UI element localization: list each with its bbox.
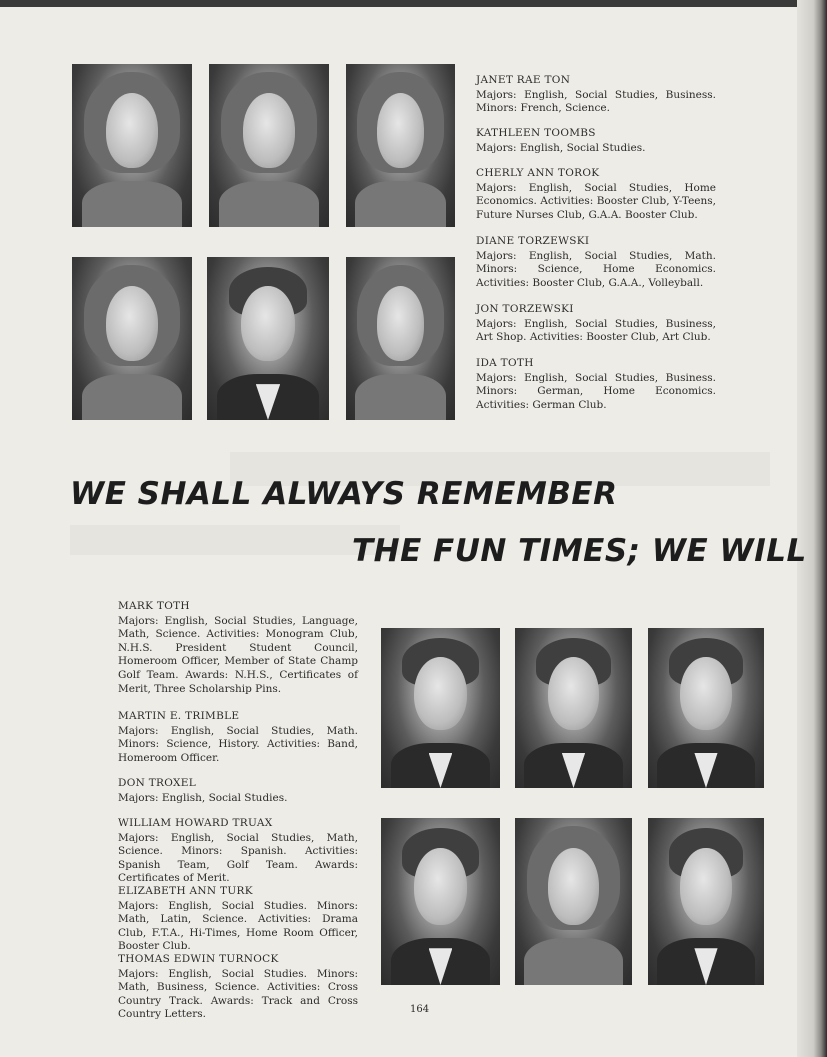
portrait-photo [381, 628, 500, 788]
page-binding-edge [797, 0, 827, 1057]
student-entry [118, 600, 358, 696]
portrait-photo [515, 628, 632, 788]
portrait-photo [72, 64, 192, 227]
portrait-photo [648, 818, 764, 985]
student-name: MARK TOTH [118, 600, 190, 612]
portrait-photo [207, 257, 329, 420]
student-entry [476, 303, 716, 345]
page-top-edge [0, 0, 827, 7]
student-details: Majors: English, Social Studies. [476, 141, 646, 154]
page-number: 164 [410, 1004, 430, 1015]
headline-line-1: WE SHALL ALWAYS REMEMBER [70, 476, 618, 512]
student-name: DIANE TORZEWSKI [476, 235, 590, 247]
headline-line-2: THE FUN TIMES; WE WILL [352, 533, 807, 569]
student-entry [118, 885, 358, 954]
student-name: JANET RAE TON [476, 74, 571, 86]
portrait-photo [648, 628, 764, 788]
student-entry [118, 817, 358, 886]
portrait-photo [209, 64, 329, 227]
bleed-through-shadow [70, 525, 400, 555]
student-details: Majors: English, Social Studies. Minors: Math, Latin, Science. Activities: Drama Club, F.T.A., Hi-Times, Home Room Officer, Booster Club. [118, 899, 358, 953]
student-entry [476, 127, 716, 155]
student-name: KATHLEEN TOOMBS [476, 127, 596, 139]
portrait-photo [72, 257, 192, 420]
student-details: Majors: English, Social Studies, Home Economics. Activities: Booster Club, Y-Teens, Future Nurses Club, G.A.A. Booster Club. [476, 181, 716, 221]
student-entry [476, 74, 716, 116]
student-details: Majors: English, Social Studies. [118, 791, 288, 804]
student-name: MARTIN E. TRIMBLE [118, 710, 240, 722]
student-name: THOMAS EDWIN TURNOCK [118, 953, 279, 965]
student-details: Majors: English, Social Studies, Math. Minors: Science, History. Activities: Band, Homeroom Officer. [118, 724, 358, 764]
student-name: JON TORZEWSKI [476, 303, 574, 315]
student-details: Majors: English, Social Studies, Business. Minors: French, Science. [476, 88, 716, 115]
student-entry [118, 710, 358, 765]
portrait-photo [346, 64, 455, 227]
student-name: WILLIAM HOWARD TRUAX [118, 817, 273, 829]
student-details: Majors: English, Social Studies, Math. Minors: Science, Home Economics. Activities: Booster Club, G.A.A., Volleyball. [476, 249, 716, 289]
student-details: Majors: English, Social Studies, Math, Science. Minors: Spanish. Activities: Spanish Team, Golf Team. Awards: Certificates of Merit. [118, 831, 358, 885]
portrait-photo [515, 818, 632, 985]
student-entry [118, 777, 358, 805]
student-details: Majors: English, Social Studies, Business. Minors: German, Home Economics. Activities: German Club. [476, 371, 716, 411]
student-details: Majors: English, Social Studies, Language, Math, Science. Activities: Monogram Club, N.H.S. President Student Council, Homeroom Officer, Member of State Champ Golf Team. Awards: N.H.S., Certificates of Merit, Three Scholarship Pins. [118, 614, 358, 695]
student-entry [476, 235, 716, 290]
portrait-photo [346, 257, 455, 420]
student-entry [476, 167, 716, 222]
student-name: DON TROXEL [118, 777, 196, 789]
student-entry [118, 953, 358, 1022]
portrait-photo [381, 818, 500, 985]
student-details: Majors: English, Social Studies, Business, Art Shop. Activities: Booster Club, Art Club. [476, 317, 716, 344]
student-details: Majors: English, Social Studies. Minors: Math, Business, Science. Activities: Cross Country Track. Awards: Track and Cross Country Letters. [118, 967, 358, 1021]
student-entry [476, 357, 716, 412]
student-name: CHERLY ANN TOROK [476, 167, 600, 179]
student-name: IDA TOTH [476, 357, 534, 369]
student-name: ELIZABETH ANN TURK [118, 885, 253, 897]
